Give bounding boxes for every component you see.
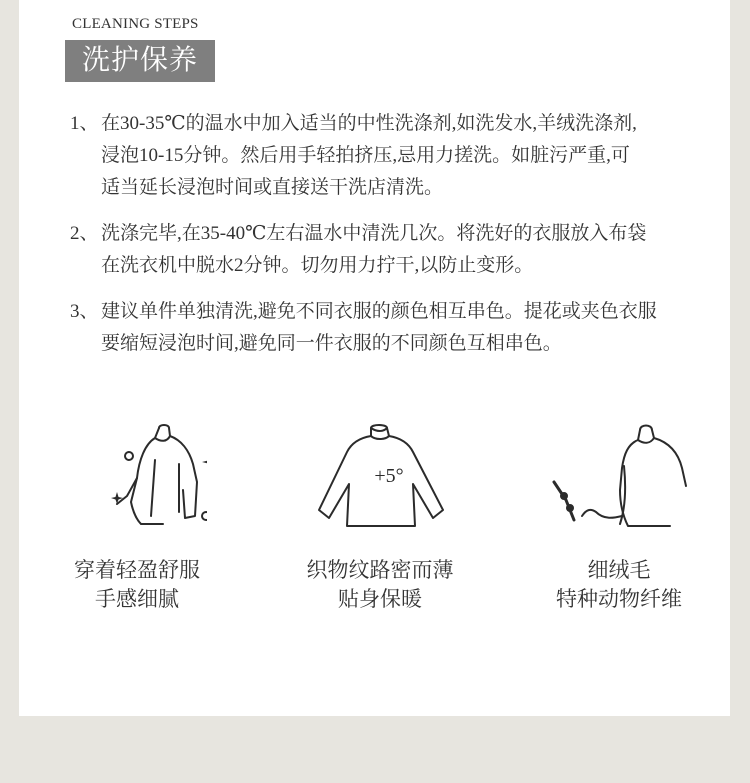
step-text-line: 洗涤完毕,在35-40℃左右温水中清洗几次。将洗好的衣服放入布袋 [101, 223, 647, 244]
step-text-line: 要缩短浸泡时间,避免同一件衣服的不同颜色互相串色。 [101, 333, 562, 354]
feature-caption-line: 细绒毛 [587, 558, 651, 582]
warm-sweater-icon [305, 420, 455, 530]
feature-caption-line: 贴身保暖 [338, 587, 422, 611]
section-eyebrow: CLEANING STEPS [72, 16, 199, 32]
step-number: 1、 [70, 113, 99, 134]
step-2 [70, 218, 700, 282]
step-text-line: 在30-35℃的温水中加入适当的中性洗涤剂,如洗发水,羊绒洗涤剂, [101, 113, 637, 134]
fine-yarn-sweater-icon [544, 420, 694, 530]
feature-caption [280, 556, 480, 614]
feature-warm [280, 420, 480, 614]
warmth-badge: +5° [374, 465, 404, 487]
step-text-line: 适当延长浸泡时间或直接送干洗店清洗。 [101, 177, 444, 198]
step-1 [70, 108, 700, 204]
cleaning-steps-list [70, 108, 700, 360]
feature-caption-line: 织物纹路密而薄 [306, 558, 454, 582]
feature-caption [37, 556, 237, 614]
step-text-line: 建议单件单独清洗,避免不同衣服的颜色相互串色。提花或夹色衣服 [101, 301, 657, 322]
feature-lightweight [37, 420, 237, 614]
sparkling-sweater-icon [67, 420, 207, 530]
step-number: 3、 [70, 301, 99, 322]
feature-caption-line: 穿着轻盈舒服 [74, 558, 200, 582]
feature-caption-line: 手感细腻 [95, 587, 179, 611]
feature-caption-line: 特种动物纤维 [556, 587, 682, 611]
feature-caption [519, 556, 719, 614]
step-text-line: 浸泡10-15分钟。然后用手轻拍挤压,忌用力搓洗。如脏污严重,可 [101, 145, 630, 166]
section-title: 洗护保养 [65, 40, 215, 82]
step-3 [70, 296, 700, 360]
feature-fine-fiber [519, 420, 719, 614]
step-text-line: 在洗衣机中脱水2分钟。切勿用力拧干,以防止变形。 [101, 255, 534, 276]
step-number: 2、 [70, 223, 99, 244]
